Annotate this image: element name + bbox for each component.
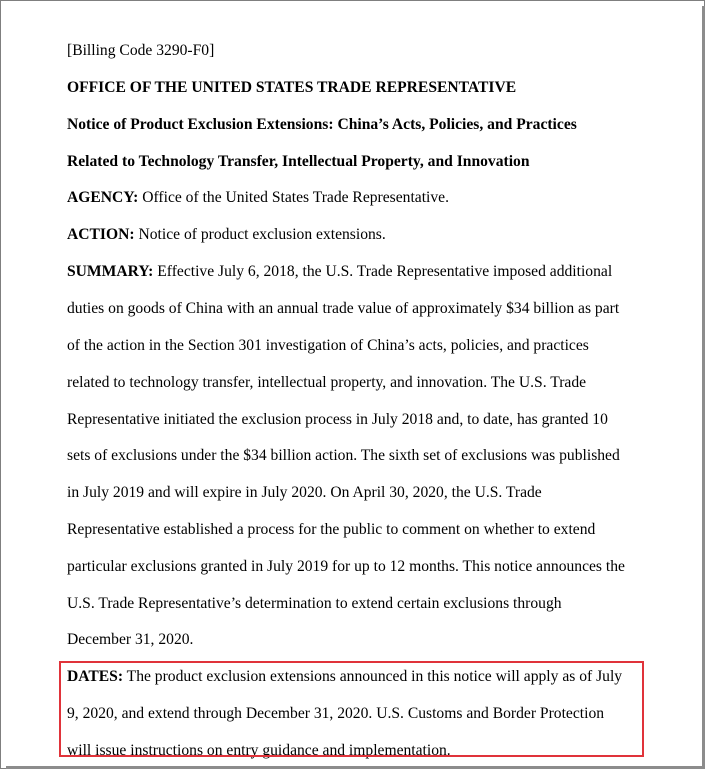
- summary-text-line: in July 2019 and will expire in July 2020. On April 30, 2020, the U.S. Trade: [67, 484, 542, 501]
- agency-label: AGENCY:: [67, 189, 139, 206]
- action-label: ACTION:: [67, 226, 135, 243]
- notice-title-line-2: Related to Technology Transfer, Intellectual Property, and Innovation: [67, 153, 530, 170]
- summary-text-line: related to technology transfer, intellectual property, and innovation. The U.S. Trade: [67, 374, 587, 391]
- summary-text-line: particular exclusions granted in July 2019 for up to 12 months. This notice announces the: [67, 558, 625, 575]
- action-text: Notice of product exclusion extensions.: [134, 226, 386, 243]
- office-heading: OFFICE OF THE UNITED STATES TRADE REPRESENTATIVE: [67, 79, 517, 96]
- summary-text-line: U.S. Trade Representative’s determination to extend certain exclusions through: [67, 595, 562, 612]
- dates-label: DATES:: [67, 668, 124, 685]
- agency-text: Office of the United States Trade Representative.: [138, 189, 449, 206]
- summary-text-line: duties on goods of China with an annual trade value of approximately $34 billion as part: [67, 300, 620, 317]
- billing-code: [Billing Code 3290-F0]: [67, 42, 215, 59]
- action-line: [67, 225, 386, 245]
- summary-text-line: December 31, 2020.: [67, 631, 194, 648]
- agency-line: [67, 188, 449, 208]
- notice-title-line-1: Notice of Product Exclusion Extensions: China’s Acts, Policies, and Practices: [67, 116, 577, 133]
- summary-text-line: Representative initiated the exclusion process in July 2018 and, to date, has granted 10: [67, 411, 608, 428]
- summary-line: [67, 262, 612, 282]
- dates-text-line: 9, 2020, and extend through December 31, 2020. U.S. Customs and Border Protection: [67, 705, 605, 722]
- dates-text: The product exclusion extensions announced in this notice will apply as of July: [123, 668, 623, 685]
- dates-text-line: will issue instructions on entry guidance and implementation.: [67, 742, 451, 759]
- summary-text-line: sets of exclusions under the $34 billion action. The sixth set of exclusions was published: [67, 447, 620, 464]
- summary-text-line: Representative established a process for the public to comment on whether to extend: [67, 521, 596, 538]
- dates-highlight-box: [59, 661, 644, 757]
- summary-text: Effective July 6, 2018, the U.S. Trade Representative imposed additional: [153, 263, 613, 280]
- summary-label: SUMMARY:: [67, 263, 154, 280]
- summary-text-line: of the action in the Section 301 investigation of China’s acts, policies, and practices: [67, 337, 589, 354]
